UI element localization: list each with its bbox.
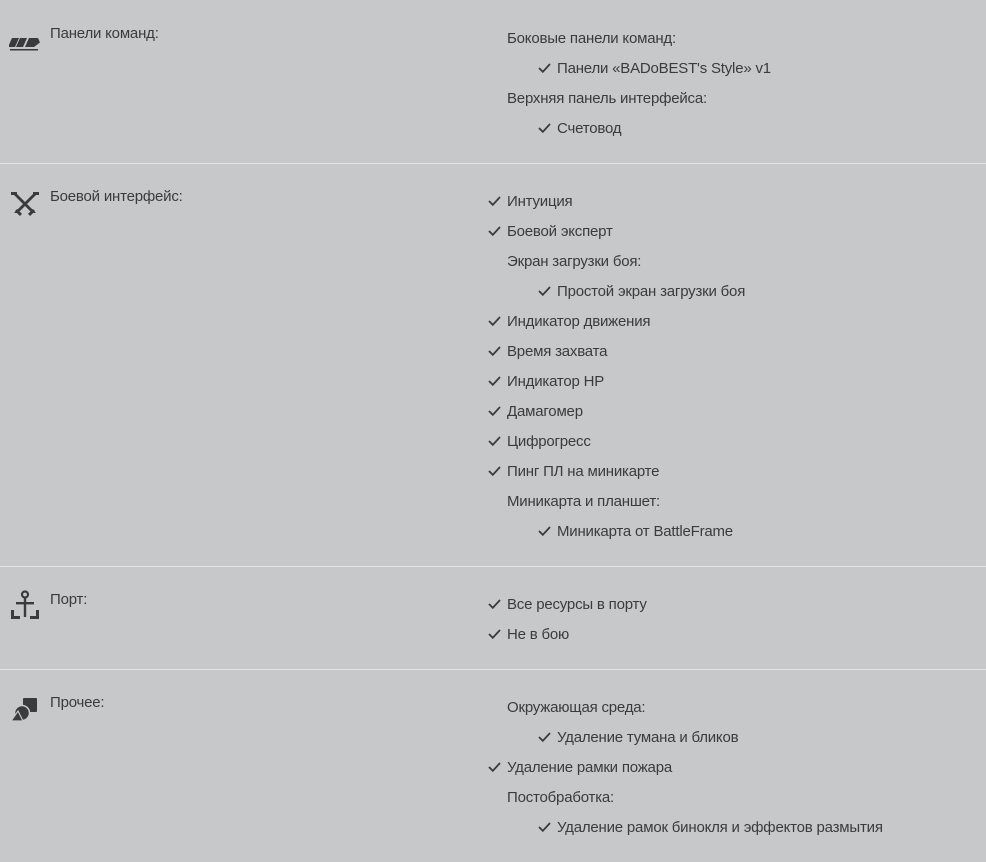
item-label: Экран загрузки боя:	[507, 253, 642, 270]
item-label: Удаление рамки пожара	[507, 759, 672, 776]
list-item	[507, 698, 645, 718]
check-icon	[488, 225, 501, 237]
list-item	[507, 342, 607, 362]
list-item	[507, 788, 614, 808]
section-title: Прочее:	[50, 694, 105, 711]
list-item	[507, 252, 641, 272]
item-label: Панели «BADoBEST's Style» v1	[557, 60, 771, 77]
item-label: Боевой эксперт	[507, 223, 613, 240]
list-item	[557, 818, 883, 838]
section-title: Панели команд:	[50, 25, 159, 42]
check-icon	[488, 465, 501, 477]
check-icon	[488, 195, 501, 207]
item-label: Дамагомер	[507, 403, 583, 420]
item-label: Пинг ПЛ на миникарте	[507, 463, 660, 480]
list-item	[507, 625, 569, 645]
list-item	[557, 728, 738, 748]
check-icon	[538, 731, 551, 743]
item-label: Счетовод	[557, 120, 622, 137]
section-title: Боевой интерфейс:	[50, 188, 183, 205]
check-icon	[488, 435, 501, 447]
item-label: Миникарта и планшет:	[507, 493, 660, 510]
list-item	[507, 29, 676, 49]
check-icon	[488, 345, 501, 357]
check-icon	[488, 761, 501, 773]
item-label: Индикатор HP	[507, 373, 605, 390]
list-item	[507, 402, 583, 422]
item-label: Не в бою	[507, 626, 570, 643]
check-icon	[488, 628, 501, 640]
check-icon	[538, 62, 551, 74]
list-item	[507, 89, 707, 109]
crossed-swords-icon	[9, 187, 41, 219]
section-misc	[0, 669, 986, 862]
item-label: Удаление рамок бинокля и эффектов размытия	[557, 819, 883, 836]
list-item	[507, 462, 659, 482]
check-icon	[488, 405, 501, 417]
list-item	[507, 432, 591, 452]
list-item	[507, 372, 604, 392]
item-label: Миникарта от BattleFrame	[557, 523, 733, 540]
item-label: Окружающая среда:	[507, 699, 646, 716]
item-label: Время захвата	[507, 343, 608, 360]
item-label: Индикатор движения	[507, 313, 651, 330]
list-item	[507, 492, 660, 512]
check-icon	[538, 821, 551, 833]
item-label: Боковые панели команд:	[507, 30, 676, 47]
item-label: Интуиция	[507, 193, 573, 210]
list-item	[557, 282, 745, 302]
list-item	[507, 312, 650, 332]
item-label: Верхняя панель интерфейса:	[507, 90, 707, 107]
item-label: Цифрогресс	[507, 433, 591, 450]
command-panels-icon	[9, 26, 41, 58]
list-item	[507, 222, 613, 242]
item-label: Постобработка:	[507, 789, 615, 806]
list-item	[507, 758, 672, 778]
item-label: Простой экран загрузки боя	[557, 283, 746, 300]
list-item	[507, 595, 647, 615]
check-icon	[488, 375, 501, 387]
check-icon	[538, 285, 551, 297]
check-icon	[488, 598, 501, 610]
shapes-icon	[9, 694, 41, 726]
check-icon	[488, 315, 501, 327]
section-battle-interface	[0, 163, 986, 566]
item-label: Все ресурсы в порту	[507, 596, 647, 613]
check-icon	[538, 122, 551, 134]
section-port	[0, 566, 986, 669]
section-command-panels	[0, 0, 986, 163]
list-item	[557, 59, 771, 79]
section-title: Порт:	[50, 591, 88, 608]
check-icon	[538, 525, 551, 537]
list-item	[557, 522, 733, 542]
list-item	[557, 119, 621, 139]
item-label: Удаление тумана и бликов	[557, 729, 739, 746]
anchor-icon	[9, 590, 41, 622]
list-item	[507, 192, 572, 212]
